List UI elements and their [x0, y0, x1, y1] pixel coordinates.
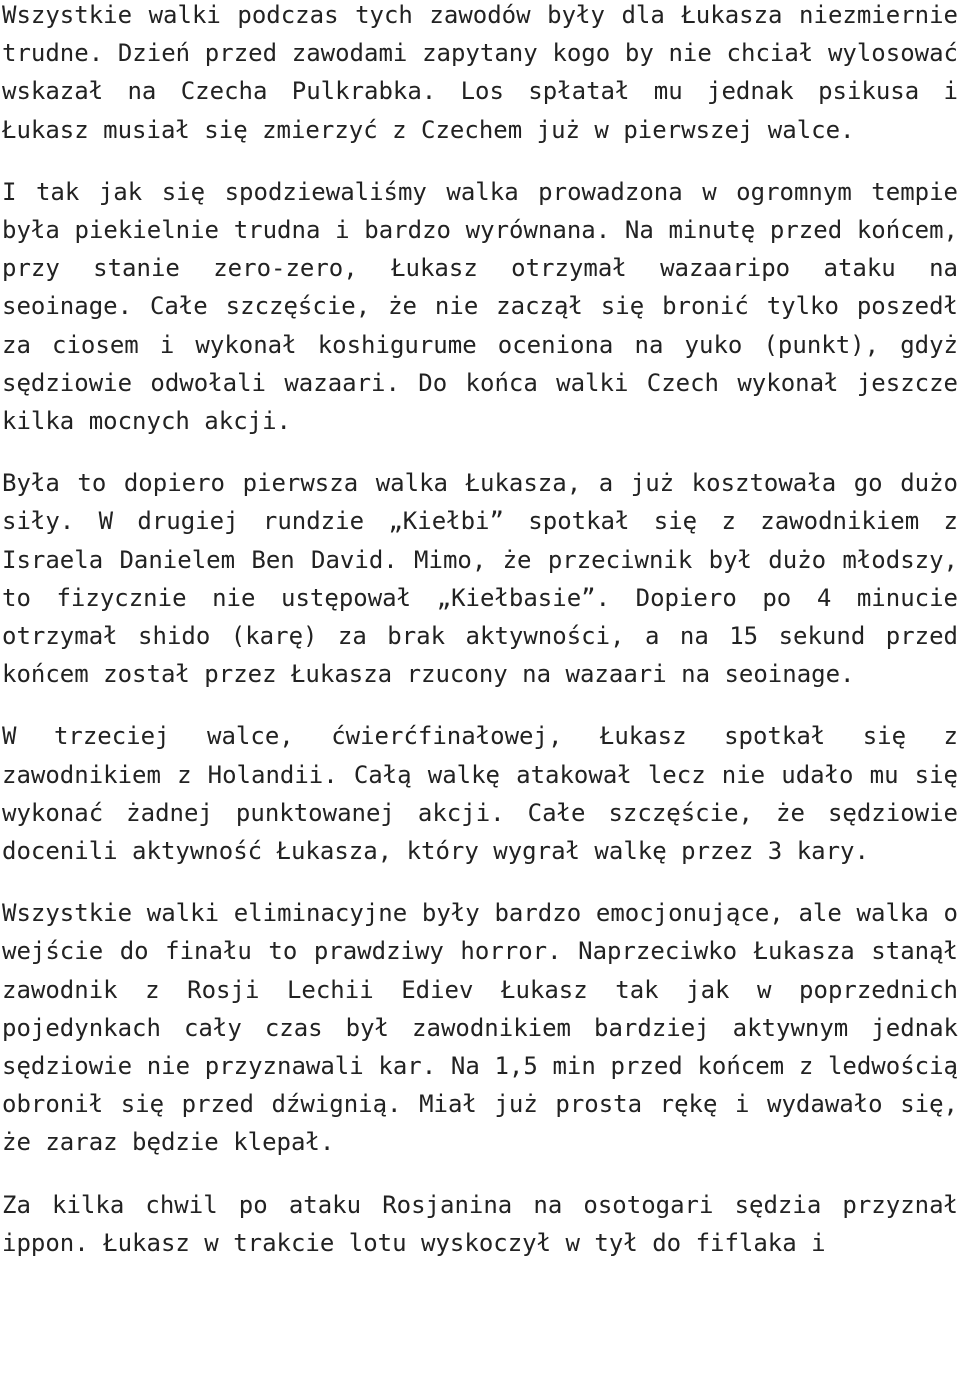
article-paragraph: W trzeciej walce, ćwierćfinałowej, Łukasz spotkał się z zawodnikiem z Holandii. Całą walkę atakował lecz nie udało mu się wykonać żadnej punktowanej akcji. Całe szczęście, że sędziowie docenili aktywność Łukasza, który wygrał walkę przez 3 kary.: [2, 722, 958, 866]
article-paragraph: Była to dopiero pierwsza walka Łukasza, a już kosztowała go dużo siły. W drugiej rundzie „Kiełbi” spotkał się z zawodnikiem z Israela Danielem Ben David. Mimo, że przeciwnik był dużo młodszy, to fizycznie nie ustępował „Kiełbasie”. Dopiero po 4 minucie otrzymał shido (karę) za brak aktywności, a na 15 sekund przed końcem został przez Łukasza rzucony na wazaari na seoinage.: [2, 469, 958, 689]
article-paragraph: Wszystkie walki podczas tych zawodów były dla Łukasza niezmiernie trudne. Dzień przed zawodami zapytany kogo by nie chciał wylosować wskazał na Czecha Pulkrabka. Los spłatał mu jednak psikusa i Łukasz musiał się zmierzyć z Czechem już w pierwszej walce.: [2, 1, 958, 144]
article-paragraph: I tak jak się spodziewaliśmy walka prowadzona w ogromnym tempie była piekielnie trudna i bardzo wyrównana. Na minutę przed końcem, przy stanie zero-zero, Łukasz otrzymał wazaaripo ataku na seoinage. Całe szczęście, że nie zaczął się bronić tylko poszedł za ciosem i wykonał koshigurume oceniona na yuko (punkt), gdyż sędziowie odwołali wazaari. Do końca walki Czech wykonał jeszcze kilka mocnych akcji.: [2, 177, 958, 436]
article-paragraph: Wszystkie walki eliminacyjne były bardzo emocjonujące, ale walka o wejście do finału to prawdziwy horror. Naprzeciwko Łukasza stanął zawodnik z Rosji Lechii Ediev Łukasz tak jak w poprzednich pojedynkach cały czas był zawodnikiem bardziej aktywnym jednak sędziowie nie przyznawali kar. Na 1,5 min przed końcem z ledwością obronił się przed dźwignią. Miał już prosta rękę i wydawało się, że zaraz będzie klepał.: [2, 899, 958, 1157]
article-paragraph: Za kilka chwil po ataku Rosjanina na osotogari sędzia przyznał ippon. Łukasz w trakcie lotu wyskoczył w tył do fiflaka i: [2, 1190, 958, 1257]
